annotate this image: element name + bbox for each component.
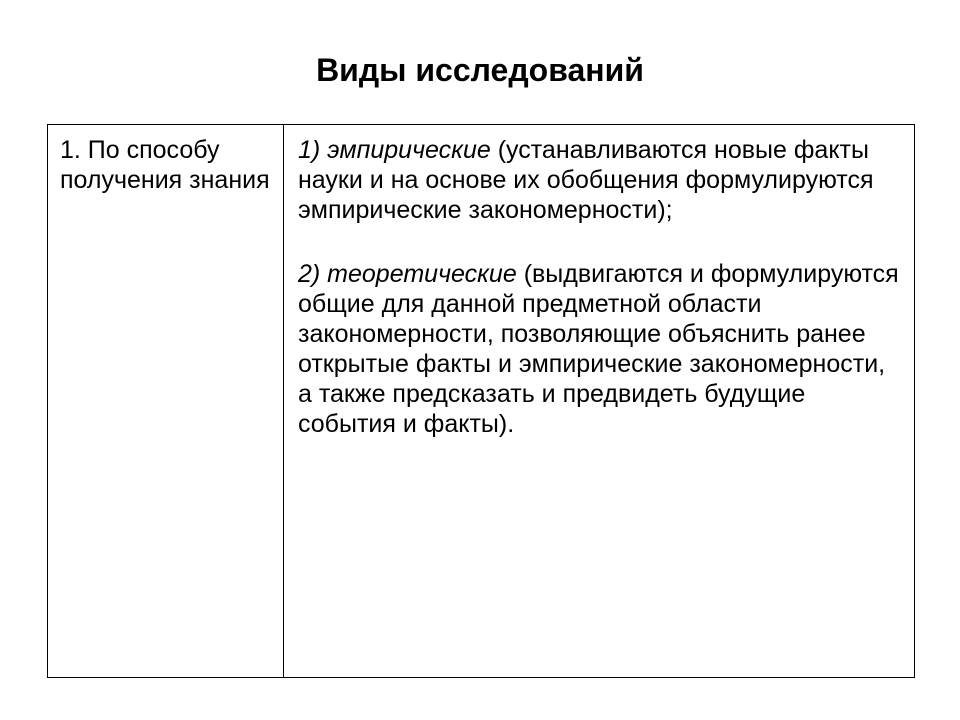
- criterion-text: 1. По способу получения знания: [60, 136, 270, 194]
- type-name-theoretical: 2) теоретические: [298, 260, 517, 288]
- types-list: [284, 125, 914, 439]
- type-description-theoretical: (выдвигаются и формулируются общие для данной предметной области закономерности, позволяющие объяснить ранее открытые факты и эмпирические закономерности, а также предсказать и предвидеть будущие события и факты).: [298, 260, 899, 438]
- type-item-empirical: [298, 135, 900, 225]
- type-item-theoretical: [298, 259, 900, 439]
- table-row: [48, 125, 915, 678]
- type-description-empirical: (устанавливаются новые факты науки и на основе их обобщения формулируются эмпирические закономерности);: [298, 136, 874, 224]
- research-types-table: [47, 124, 915, 678]
- criterion-cell: [48, 125, 284, 678]
- slide-title: Виды исследований: [316, 52, 644, 88]
- types-cell: [284, 125, 915, 678]
- type-name-empirical: 1) эмпирические: [298, 136, 491, 164]
